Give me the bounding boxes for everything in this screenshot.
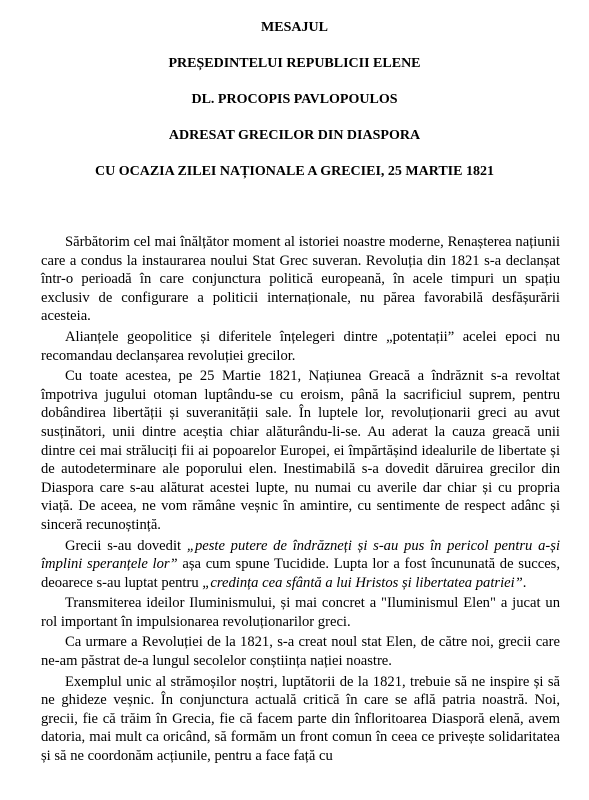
quote-tucidide: „peste putere de îndrăzneți și s-au pus în pericol pentru a-și împlini speranțele lor” [41, 537, 560, 573]
title-line-1: MESAJUL [261, 20, 328, 35]
paragraph-6: Ca urmare a Revoluției de la 1821, s-a creat noul stat Elen, de către noi, grecii care ne-am păstrat de-a lungul secolelor conștiința nației noastre. [41, 634, 560, 670]
paragraph-1: Sărbătorim cel mai înălțător moment al istoriei noastre moderne, Renașterea națiunii care a condus la instaurarea noului Stat Grec suveran. Revoluția din 1821 s-a declanșat într-o perioadă în care conjunctura politică europeană, în acele timpuri un spațiu exclusiv de configurare a politicii internaționale, nu părea favorabilă desfășurării acesteia. [41, 234, 560, 325]
paragraph-2: Alianțele geopolitice și diferitele înțelegeri dintre „potentații” acelei epoci nu recomandau declanșarea revoluției grecilor. [41, 328, 560, 364]
paragraph-4-text-a: Grecii s-au dovedit [65, 537, 187, 554]
paragraph-7: Exemplul unic al strămoșilor noștri, luptătorii de la 1821, trebuie să ne inspire și să ne ghideze veșnic. În conjunctura actuală critică în care se află patria noastră. Noi, grecii, fie că trăim în Grecia, fie că facem parte din înfloritoarea Diasporă elenă, avem datoria, mai mult ca oricând, să formăm un front comun în ceea ce privește solidaritatea și să ne coordonăm acțiunile, pentru a face față cu [41, 673, 560, 765]
title-line-4: ADRESAT GRECILOR DIN DIASPORA [168, 128, 421, 143]
title-line-5: CU OCAZIA ZILEI NAȚIONALE A GRECIEI, 25 MARTIE 1821 [95, 164, 494, 179]
message-body [41, 233, 560, 766]
paragraph-4-text-b: așa cum spune Tucidide. Lupta lor a fost încununată de succes, deoarece s-au luptat pentru [41, 556, 560, 591]
paragraph-4 [41, 537, 560, 593]
paragraph-4-text-c: . [522, 574, 527, 591]
title-line-3: DL. PROCOPIS PAVLOPOULOS [191, 92, 398, 107]
quote-credinta: „credința cea sfântă a lui Hristos și libertatea patriei” [202, 574, 523, 591]
paragraph-3: Cu toate acestea, pe 25 Martie 1821, Națiunea Greacă a îndrăznit s-a revoltat împotriva jugului otoman luptându-se cu eroism, până la sacrificiul suprem, pentru dobândirea libertății și suveranității sale. În luptele lor, revoluționarii greci au avut susținători, unii dintre aceștia chiar alăturându-li-se. Au aderat la cauza greacă unii dintre cei mai străluciți fii ai popoarelor Europei, ei împărtășind idealurile de libertate și de autodeterminare ale poporului elen. Inestimabilă s-a dovedit dăruirea grecilor din Diaspora care s-au alăturat acestei lupte, nu numai cu averile dar chiar și cu propria viață. De aceea, ne vom rămâne veșnic în amintire, cu sentimente de respect adânc și sinceră recunoștință. [41, 368, 560, 533]
title-line-2: PREȘEDINTELUI REPUBLICII ELENE [168, 56, 421, 71]
paragraph-5: Transmiterea ideilor Iluminismului, și mai concret a "Iluminismul Elen" a jucat un rol important în impulsionarea revoluționarilor greci. [41, 595, 560, 630]
